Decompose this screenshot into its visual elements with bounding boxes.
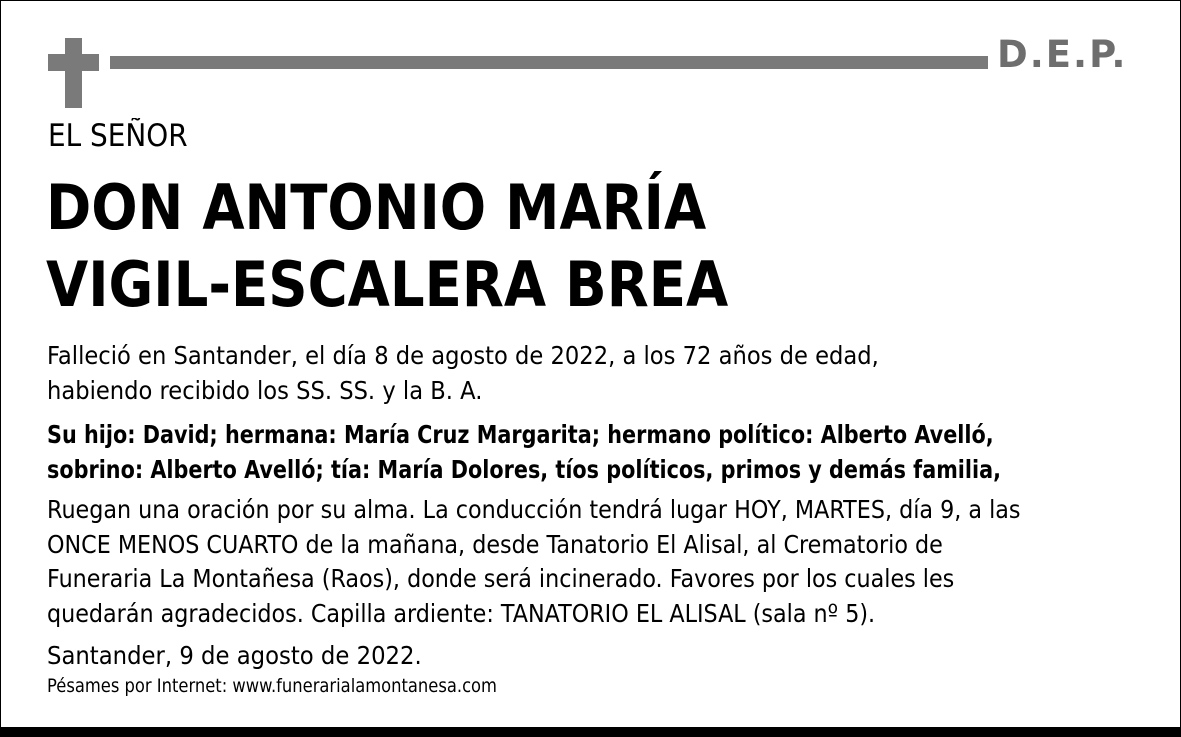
deceased-name-line-1: DON ANTONIO MARÍA [46,171,707,244]
service-line-4: quedarán agradecidos. Capilla ardiente: TANATORIO EL ALISAL (sala nº 5). [47,599,876,628]
family-line-2: sobrino: Alberto Avelló; tía: María Dolores, tíos políticos, primos y demás familia, [47,455,1002,484]
service-line-2: ONCE MENOS CUARTO de la mañana, desde Tanatorio El Alisal, al Crematorio de [47,530,943,559]
place-date: Santander, 9 de agosto de 2022. [47,641,422,670]
cross-horizontal-bar [48,54,99,71]
honorific: EL SEÑOR [48,118,188,154]
cross-vertical-bar [65,38,82,108]
deceased-name-line-2: VIGIL-ESCALERA BREA [46,248,729,321]
header-rule [110,56,988,69]
bottom-rule [0,727,1181,737]
service-line-1: Ruegan una oración por su alma. La conducción tendrá lugar HOY, MARTES, día 9, a las [47,495,1021,524]
death-notice-line-2: habiendo recibido los SS. SS. y la B. A. [47,376,483,405]
family-line-1: Su hijo: David; hermana: María Cruz Margarita; hermano político: Alberto Avelló, [47,420,994,449]
dep-mark: D.E.P. [997,33,1128,76]
condolences-link: Pésames por Internet: www.funerarialamontanesa.com [47,675,497,697]
service-line-3: Funeraria La Montañesa (Raos), donde será incinerado. Favores por los cuales les [47,564,955,593]
death-notice-line-1: Falleció en Santander, el día 8 de agosto de 2022, a los 72 años de edad, [47,341,879,370]
